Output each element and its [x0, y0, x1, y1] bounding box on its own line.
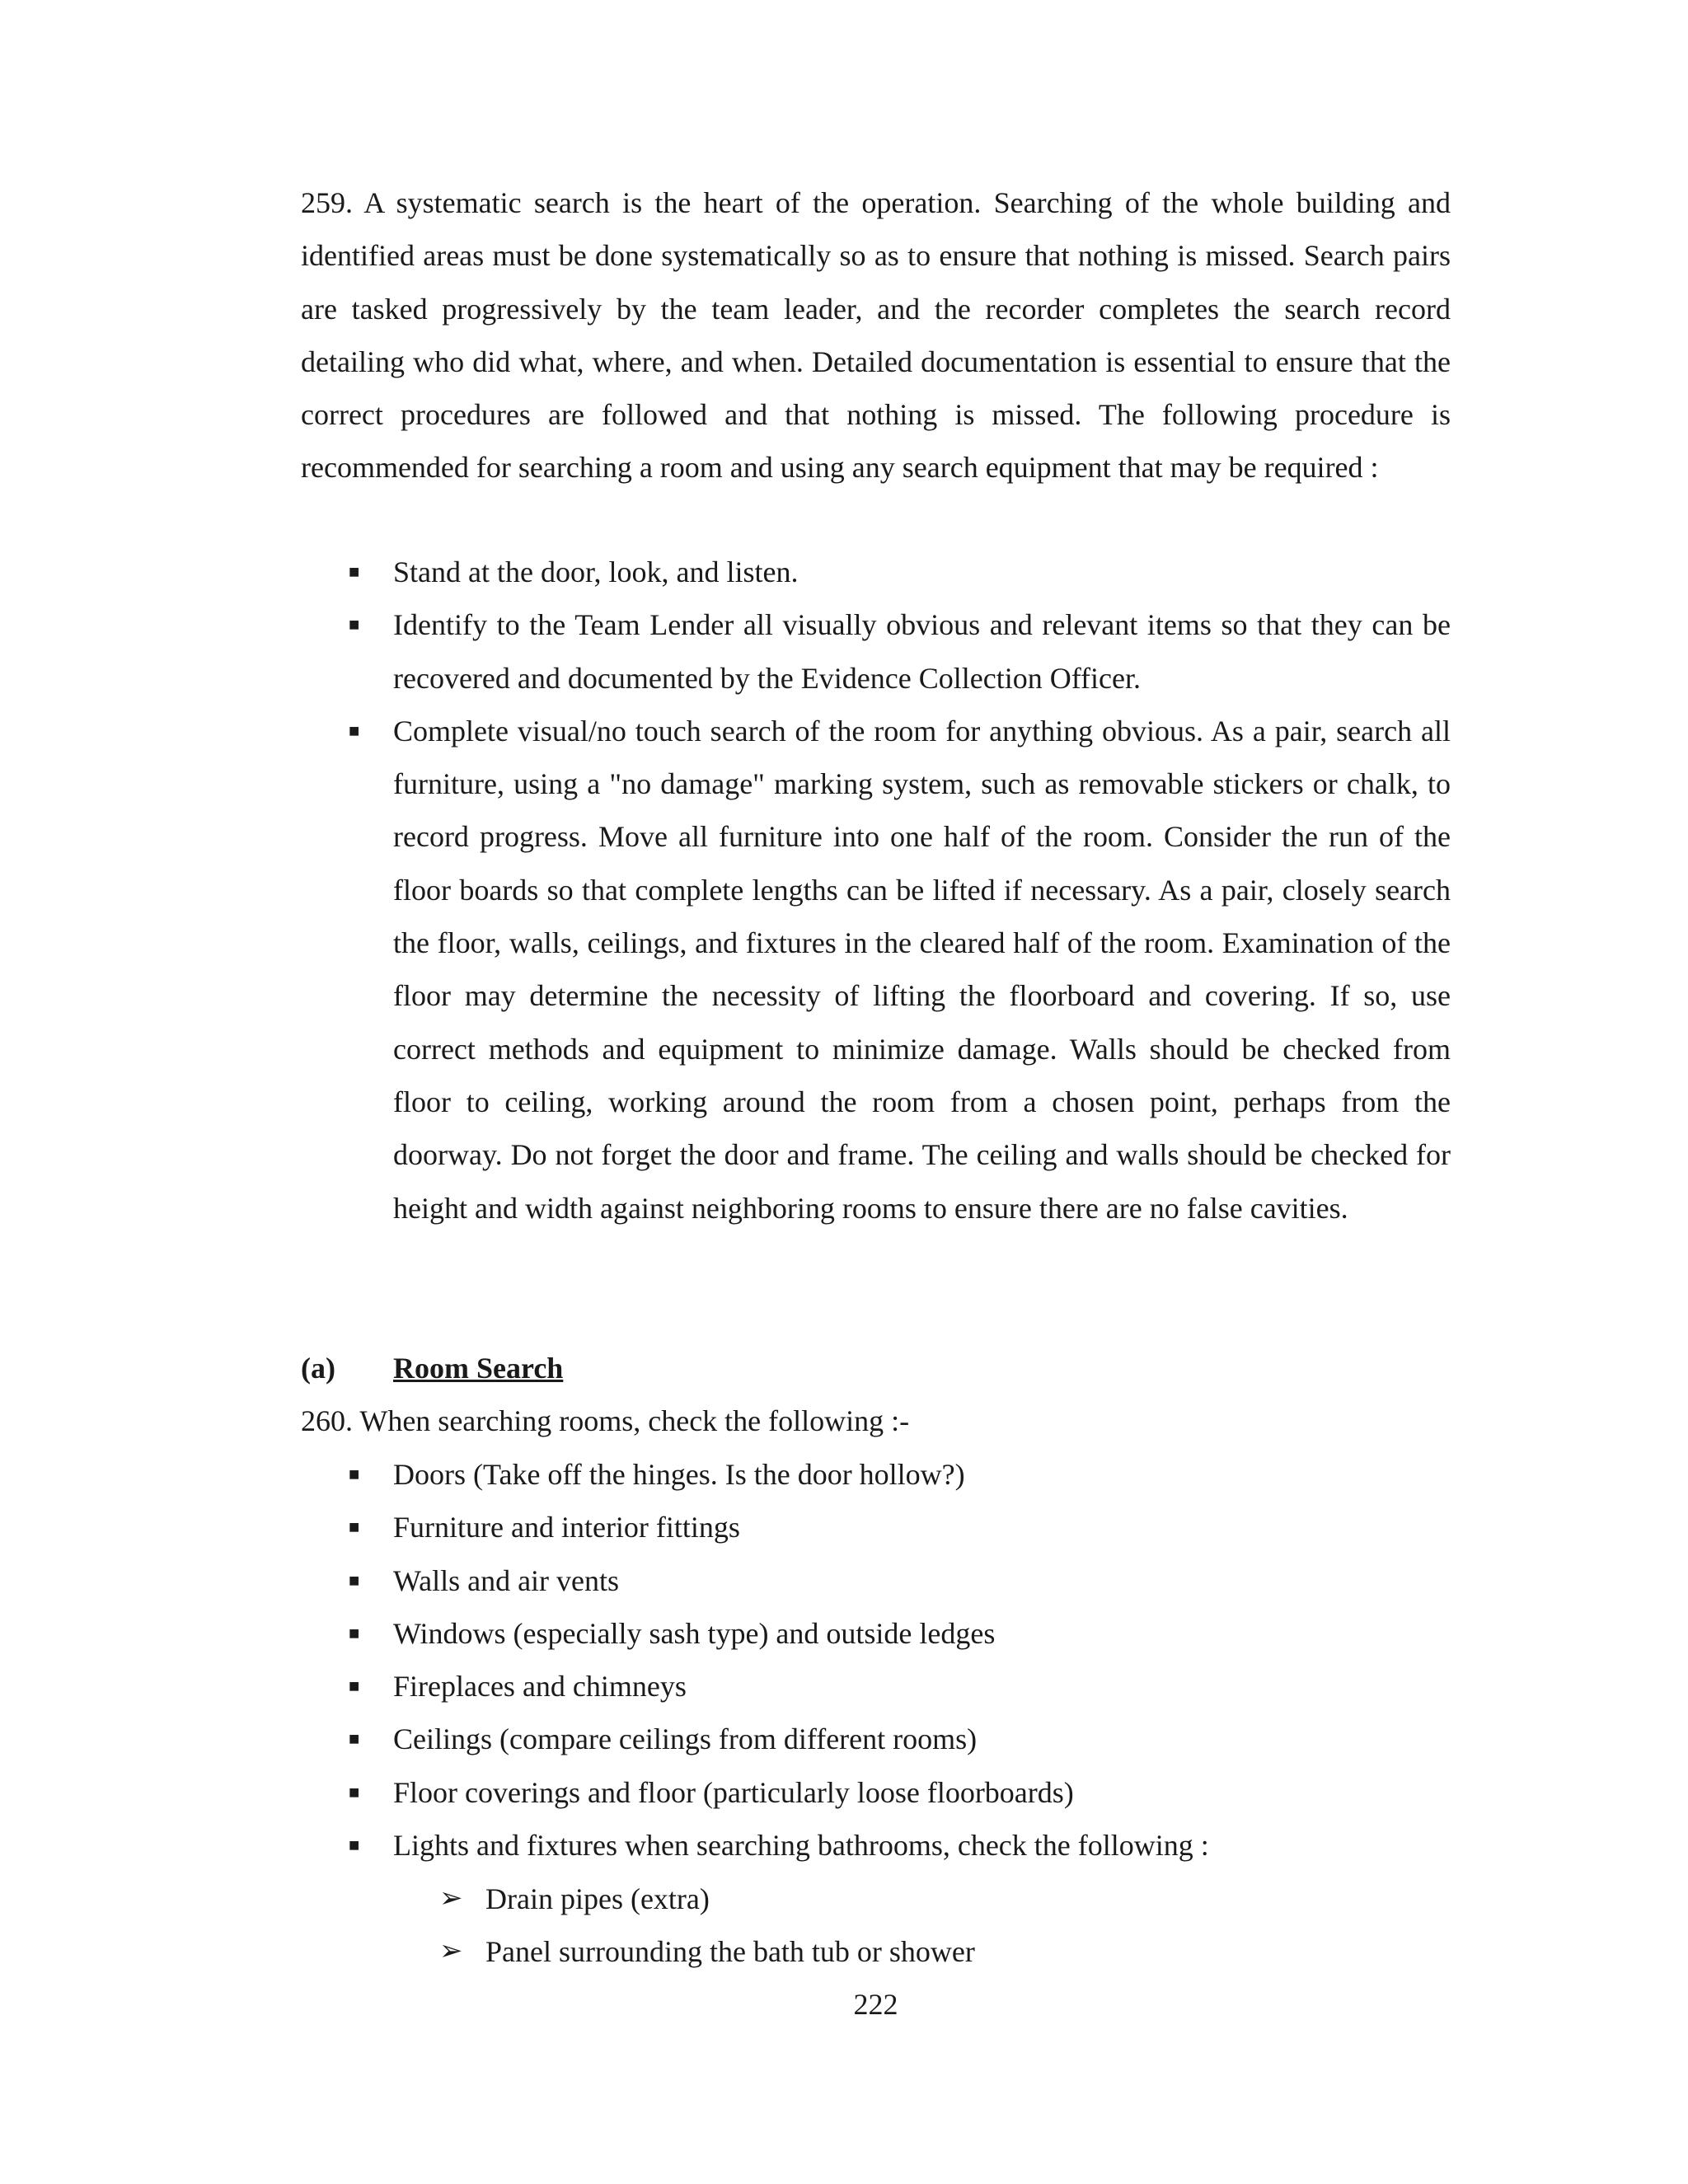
square-bullet-icon: ■: [349, 1675, 360, 1697]
square-bullet-icon: ■: [349, 1781, 360, 1802]
list-item: [301, 1554, 1451, 1607]
list-item: [301, 1766, 1451, 1819]
list-item: [301, 1819, 1451, 1872]
list-item: [301, 598, 1451, 705]
list-item-text: Drain pipes (extra): [485, 1882, 710, 1915]
square-bullet-icon: ■: [349, 614, 360, 635]
room-check-list: [301, 1448, 1451, 1872]
procedure-list: [301, 546, 1451, 1235]
paragraph-260: 260. When searching rooms, check the following :-: [301, 1404, 910, 1437]
list-item: [301, 1713, 1451, 1765]
section-label: (a): [301, 1352, 335, 1385]
list-item: [301, 1925, 1451, 1978]
bathroom-check-list: [301, 1872, 1451, 1979]
arrow-bullet-icon: ➢: [439, 1936, 463, 1967]
section-title: Room Search: [393, 1352, 564, 1385]
list-item-text: Walls and air vents: [393, 1563, 620, 1597]
square-bullet-icon: ■: [349, 561, 360, 582]
list-item: [301, 1501, 1451, 1554]
list-item: [301, 705, 1451, 1235]
list-item: [301, 1872, 1451, 1925]
list-item: [301, 1660, 1451, 1713]
list-item-text: Doors (Take off the hinges. Is the door hollow?): [393, 1458, 965, 1491]
list-item-text: Identify to the Team Lender all visually obvious and relevant items so that they can be recovered and documented by the Evidence Collection Officer.: [393, 608, 1451, 695]
list-item-text: Windows (especially sash type) and outside ledges: [393, 1616, 996, 1650]
list-item-text: Fireplaces and chimneys: [393, 1670, 687, 1704]
square-bullet-icon: ■: [349, 1464, 360, 1484]
square-bullet-icon: ■: [349, 1622, 360, 1643]
square-bullet-icon: ■: [349, 1728, 360, 1750]
list-item: [301, 1607, 1451, 1660]
paragraph-259: 259. A systematic search is the heart of the operation. Searching of the whole building and identified areas must be done systematically so as to ensure that nothing is missed. Search pairs are tasked progressively by the team leader, and the recorder completes the search record detailing who did what, where, and when. Detailed documentation is essential to ensure that the correct procedures are followed and that nothing is missed. The following procedure is recommended for searching a room and using any search equipment that may be required :: [301, 186, 1451, 485]
list-item-text: Floor coverings and floor (particularly loose floorboards): [393, 1775, 1074, 1809]
square-bullet-icon: ■: [349, 719, 360, 741]
list-item: [301, 546, 1451, 598]
section-heading: [301, 1342, 563, 1394]
list-item-text: Ceilings (compare ceilings from different rooms): [393, 1722, 978, 1756]
page-number: 222: [853, 1988, 898, 2021]
list-item-text: Complete visual/no touch search of the room for anything obvious. As a pair, search all furniture, using a "no damage" marking system, such as removable stickers or chalk, to record progress. Move all furniture into one half of the room. Consider the run of the floor boards so that complete lengths can be lifted if necessary. As a pair, closely search the floor, walls, ceilings, and fixtures in the cleared half of the room. Examination of the floor may determine the necessity of lifting the floorboard and covering. If so, use correct methods and equipment to minimize damage. Walls should be checked from floor to ceiling, working around the room from a chosen point, perhaps from the doorway. Do not forget the door and frame. The ceiling and walls should be checked for height and width against neighboring rooms to ensure there are no false cavities.: [393, 714, 1451, 1225]
list-item: [301, 1448, 1451, 1501]
square-bullet-icon: ■: [349, 1569, 360, 1591]
square-bullet-icon: ■: [349, 1835, 360, 1856]
square-bullet-icon: ■: [349, 1516, 360, 1538]
list-item-text: Lights and fixtures when searching bathrooms, check the following :: [393, 1829, 1209, 1863]
arrow-bullet-icon: ➢: [439, 1883, 463, 1914]
list-item-text: Panel surrounding the bath tub or shower: [485, 1935, 975, 1969]
list-item-text: Furniture and interior fittings: [393, 1511, 740, 1544]
list-item-text: Stand at the door, look, and listen.: [393, 555, 799, 588]
